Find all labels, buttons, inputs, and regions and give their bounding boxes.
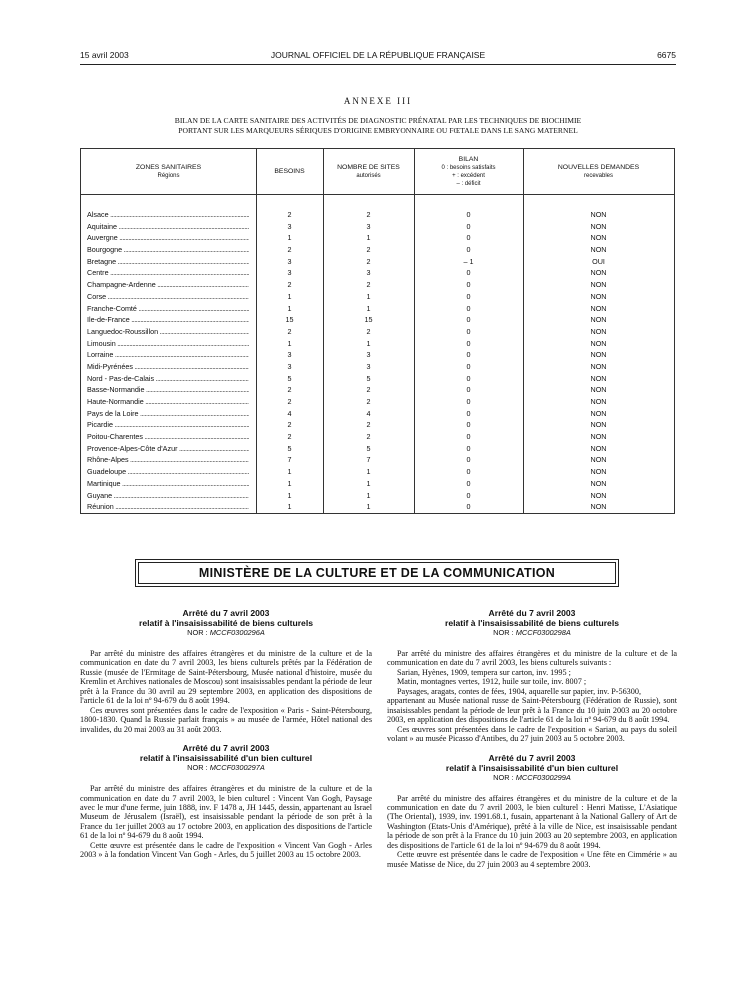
ministry-banner — [135, 559, 619, 587]
table-row — [81, 501, 674, 513]
article-4-paragraph-1: Par arrêté du ministre des affaires étrangères et du ministre de la culture et de la communication en date du 7 avril 2003, le bien culturel : Henri Matisse, L'Asiatique (The Oriental), 1939, inv. 1991.68.1, fusain, appartenant à la National Gallery of Art de Washington (Etats-Unis d'Amérique), prêté à la ville de Nice, est insaisissable pendant la période de son prêt à la France du 10 juin 2003 au 20 septembre 2003, en application des dispositions de l'article 61 de la loi nº 94-679 du 8 août 1994. — [387, 793, 677, 850]
cell-zone: Franche-Comté ..... — [87, 303, 249, 315]
article-2-paragraph-1: Par arrêté du ministre des affaires étrangères et du ministre de la culture et de la communication en date du 7 avril 2003, le bien culturel : Vincent Van Gogh, Paysage avec le mur d'une ferme, juin 1888, inv. F 1478 a, JH 1445, dessin, appartenant au Israel Museum de Jérusalem (Israël), est insaisissable pendant la période de son prêt à la France du 1er juillet 2003 au 17 octobre 2003, en application des dispositions de l'article 61 de la loi nº 94-679 du 8 août 1994. — [80, 784, 372, 841]
cell-bilan: 0 — [466, 303, 471, 313]
cell-besoins: 3 — [287, 268, 292, 278]
cell-besoins: 2 — [287, 420, 292, 430]
cell-bilan: 0 — [466, 350, 471, 360]
cell-besoins: 2 — [287, 432, 292, 442]
cell-zone: Centre ..... — [87, 267, 249, 279]
cell-demandes: NON — [590, 233, 607, 243]
article-3-item-3: Paysages, aragats, contes de fées, 1904, aquarelle sur papier, inv. P-56300, — [397, 686, 642, 696]
nor-label: NOR : — [187, 628, 210, 637]
header-besoins — [256, 149, 323, 194]
table-row — [81, 267, 674, 279]
article-1-title: relatif à l'insaisissabilité de biens culturels — [139, 618, 313, 628]
header-zones — [81, 149, 256, 194]
table-row — [81, 373, 674, 385]
cell-besoins: 1 — [287, 233, 292, 243]
article-1-paragraph-2: Ces œuvres sont présentées dans le cadre de l'exposition « Paris - Saint-Pétersbourg, 1800-1830. Quand la Russie parlait français » au musée de l'armée, Hôtel national des invalides, du 20 mai 2003 au 31 août 2003. — [80, 705, 372, 734]
table-body — [81, 209, 674, 513]
table-row — [81, 326, 674, 338]
cell-sites: 2 — [366, 210, 371, 219]
cell-demandes: NON — [590, 350, 607, 360]
cell-demandes: NON — [590, 210, 607, 219]
nor-label: NOR : — [493, 628, 516, 637]
annex-title — [80, 116, 676, 136]
cell-sites: 2 — [366, 245, 371, 255]
cell-bilan: 0 — [466, 280, 471, 290]
cell-bilan: 0 — [466, 361, 471, 371]
nor-code: MCCF0300297A — [209, 763, 265, 773]
table-row — [81, 431, 674, 443]
ministry-title: MINISTÈRE DE LA CULTURE ET DE LA COMMUNICATION — [138, 562, 616, 584]
cell-sites: 3 — [366, 350, 371, 360]
table-row — [81, 443, 674, 455]
header-zones-sub: Régions — [157, 172, 180, 179]
cell-sites: 1 — [366, 291, 371, 301]
annex-label: ANNEXE III — [343, 96, 413, 106]
page-header — [80, 50, 676, 64]
table-row — [81, 466, 674, 478]
bilan-table — [80, 148, 675, 514]
cell-zone: Nord - Pas-de-Calais ..... — [87, 373, 249, 385]
cell-sites: 1 — [366, 478, 371, 488]
cell-besoins: 2 — [287, 210, 292, 219]
article-3-item-2: Matin, montagnes vertes, 1912, huile sur toile, inv. 8007 ; — [397, 677, 587, 687]
header-rule — [80, 64, 676, 65]
cell-besoins: 1 — [287, 338, 292, 348]
cell-bilan: 0 — [466, 467, 471, 477]
cell-besoins: 4 — [287, 408, 292, 418]
table-row — [81, 232, 674, 244]
header-bilan-label: BILAN — [458, 155, 479, 163]
cell-sites: 2 — [366, 280, 371, 290]
article-2-nor — [80, 763, 372, 773]
table-row — [81, 244, 674, 256]
table-row — [81, 454, 674, 466]
cell-zone: Bourgogne ..... — [87, 244, 249, 256]
table-row — [81, 396, 674, 408]
cell-zone: Poitou-Charentes ..... — [87, 431, 249, 443]
cell-bilan: 0 — [466, 233, 471, 243]
article-4-date: Arrêté du 7 avril 2003 — [488, 752, 576, 763]
cell-bilan: 0 — [466, 397, 471, 406]
nor-code: MCCF0300296A — [209, 628, 265, 637]
cell-zone: Haute-Normandie ..... — [87, 396, 249, 408]
cell-bilan: 0 — [466, 490, 471, 500]
header-bilan-legend-2: + : excédent — [452, 172, 485, 179]
cell-demandes: NON — [590, 408, 607, 418]
cell-zone: Lorraine ..... — [87, 349, 249, 361]
cell-zone: Bretagne ..... — [87, 256, 249, 268]
table-row — [81, 490, 674, 502]
cell-besoins: 1 — [287, 291, 292, 301]
cell-sites: 4 — [366, 408, 371, 418]
cell-bilan: – 1 — [463, 256, 474, 266]
cell-sites: 1 — [366, 233, 371, 243]
cell-besoins: 2 — [287, 280, 292, 290]
header-demandes-sub: recevables — [583, 172, 613, 179]
cell-sites: 5 — [366, 443, 371, 453]
cell-demandes: NON — [590, 420, 607, 430]
cell-besoins: 1 — [287, 490, 292, 500]
header-sites — [323, 149, 414, 194]
cell-sites: 1 — [366, 502, 371, 512]
cell-demandes: NON — [590, 455, 607, 465]
cell-sites: 15 — [364, 315, 373, 325]
header-sites-sub: autorisés — [356, 172, 381, 179]
annex-title-line-1: BILAN DE LA CARTE SANITAIRE DES ACTIVITÉS DE DIAGNOSTIC PRÉNATAL PAR LES TECHNIQUES DE BIOCHIMIE — [174, 116, 582, 125]
cell-sites: 1 — [366, 338, 371, 348]
header-zones-label: ZONES SANITAIRES — [135, 163, 202, 171]
cell-demandes: NON — [590, 291, 607, 301]
cell-sites: 2 — [366, 385, 371, 395]
header-page-number: 6675 — [657, 50, 676, 60]
article-3-nor — [387, 628, 677, 638]
article-2-date: Arrêté du 7 avril 2003 — [182, 743, 270, 754]
cell-zone: Martinique ..... — [87, 478, 249, 490]
cell-bilan: 0 — [466, 338, 471, 348]
cell-bilan: 0 — [466, 221, 471, 231]
table-row — [81, 314, 674, 326]
article-4-title: relatif à l'insaisissabilité d'un bien culturel — [445, 762, 619, 773]
cell-demandes: NON — [590, 478, 607, 488]
cell-bilan: 0 — [466, 420, 471, 430]
article-2-paragraph-2: Cette œuvre est présentée dans le cadre de l'exposition « Vincent Van Gogh - Arles 2003 » à la fondation Vincent Van Gogh - Arles, du 5 juillet 2003 au 15 octobre 2003. — [80, 840, 372, 860]
cell-demandes: NON — [590, 280, 607, 290]
cell-zone: Rhône-Alpes ..... — [87, 454, 249, 466]
table-row — [81, 291, 674, 303]
cell-bilan: 0 — [466, 245, 471, 255]
cell-bilan: 0 — [466, 502, 471, 512]
cell-besoins: 3 — [287, 350, 292, 360]
nor-label: NOR : — [493, 772, 516, 782]
header-demandes — [523, 149, 674, 194]
cell-sites: 5 — [366, 373, 371, 383]
table-row — [81, 279, 674, 291]
header-sites-label: NOMBRE DE SITES — [337, 163, 400, 171]
article-4-paragraph-2: Cette œuvre est présentée dans le cadre de l'exposition « Une fête en Cimmérie » au musée Matisse de Nice, du 27 juin 2003 au 4 septembre 2003. — [387, 850, 677, 869]
cell-zone: Picardie ..... — [87, 419, 249, 431]
table-row — [81, 221, 674, 233]
header-journal-title: JOURNAL OFFICIEL DE LA RÉPUBLIQUE FRANÇAISE — [270, 50, 486, 60]
cell-demandes: NON — [590, 432, 607, 442]
cell-zone: Guyane ..... — [87, 490, 249, 502]
cell-demandes: NON — [590, 303, 607, 313]
cell-sites: 1 — [366, 303, 371, 313]
cell-besoins: 15 — [285, 315, 294, 325]
cell-sites: 2 — [366, 256, 371, 266]
article-3-paragraph-2: appartenant au Musée national russe de Saint-Pétersbourg (Fédération de Russie), sont insaisissables pendant la période de leur prêt à la France du 10 juin 2003 au 20 octobre 2003, en application des dispositions de l'article 61 de la loi nº 94-679 du 8 août 1994. — [387, 696, 677, 725]
nor-label: NOR : — [187, 763, 210, 773]
cell-zone: Limousin ..... — [87, 338, 249, 350]
article-3-date: Arrêté du 7 avril 2003 — [488, 608, 576, 618]
cell-zone: Champagne-Ardenne ..... — [87, 279, 249, 291]
cell-besoins: 1 — [287, 303, 292, 313]
header-bilan-legend-1: 0 : besoins satisfaits — [441, 164, 496, 171]
cell-besoins: 2 — [287, 385, 292, 395]
cell-demandes: NON — [590, 315, 607, 325]
cell-besoins: 3 — [287, 361, 292, 371]
cell-demandes: NON — [590, 502, 607, 512]
table-header-rule — [81, 194, 674, 195]
cell-besoins: 1 — [287, 467, 292, 477]
cell-besoins: 3 — [287, 221, 292, 231]
cell-sites: 3 — [366, 361, 371, 371]
cell-demandes: NON — [590, 397, 607, 406]
article-3-item-1: Sarian, Hyènes, 1909, tempera sur carton, inv. 1995 ; — [397, 667, 571, 677]
cell-demandes: NON — [590, 385, 607, 395]
cell-besoins: 2 — [287, 245, 292, 255]
cell-zone: Guadeloupe ..... — [87, 466, 249, 478]
table-row — [81, 256, 674, 268]
cell-bilan: 0 — [466, 268, 471, 278]
table-row — [81, 478, 674, 490]
cell-bilan: 0 — [466, 373, 471, 383]
cell-besoins: 2 — [287, 326, 292, 336]
cell-besoins: 5 — [287, 373, 292, 383]
cell-zone: Réunion ..... — [87, 501, 249, 513]
article-1-nor — [80, 628, 372, 638]
table-row — [81, 209, 674, 221]
cell-demandes: NON — [590, 326, 607, 336]
cell-sites: 3 — [366, 221, 371, 231]
cell-bilan: 0 — [466, 478, 471, 488]
cell-sites: 1 — [366, 490, 371, 500]
table-row — [81, 408, 674, 420]
article-1-date: Arrêté du 7 avril 2003 — [182, 608, 270, 618]
header-bilan — [414, 149, 523, 194]
article-3-paragraph-3: Ces œuvres sont présentées dans le cadre de l'exposition « Sarian, au pays du soleil volant » au musée Picasso d'Antibes, du 27 juin 2003 au 5 octobre 2003. — [387, 724, 677, 744]
cell-sites: 2 — [366, 326, 371, 336]
table-row — [81, 303, 674, 315]
article-3-title: relatif à l'insaisissabilité de biens culturels — [445, 618, 619, 628]
cell-besoins: 1 — [287, 478, 292, 488]
cell-besoins: 7 — [287, 455, 292, 465]
cell-bilan: 0 — [466, 291, 471, 301]
nor-code: MCCF0300299A — [515, 772, 571, 782]
cell-demandes: OUI — [592, 256, 605, 266]
article-2-title: relatif à l'insaisissabilité d'un bien culturel — [139, 753, 313, 764]
cell-besoins: 2 — [287, 397, 292, 406]
article-1-paragraph-1: Par arrêté du ministre des affaires étrangères et du ministre de la culture et de la communication en date du 7 avril 2003, les biens culturels prêtés par la Fédération de Russie (musée de l'Ermitage de Saint-Pétersbourg, Musée national d'histoire, musée du Kremlin et Archives nationales de Moscou) sont insaisissables pendant la période de leur prêt à la France du 30 avril au 29 septembre 2003, en application des dispositions de l'article 61 de la loi nº 94-679 du 8 août 1994. — [80, 649, 372, 706]
cell-demandes: NON — [590, 467, 607, 477]
cell-zone: Aquitaine ..... — [87, 221, 249, 233]
cell-bilan: 0 — [466, 385, 471, 395]
cell-bilan: 0 — [466, 315, 471, 325]
table-row — [81, 384, 674, 396]
cell-demandes: NON — [590, 361, 607, 371]
cell-bilan: 0 — [466, 408, 471, 418]
cell-sites: 2 — [366, 420, 371, 430]
header-besoins-label: BESOINS — [274, 167, 305, 175]
cell-zone: Languedoc-Roussillon ..... — [87, 326, 249, 338]
cell-sites: 7 — [366, 455, 371, 465]
cell-demandes: NON — [590, 373, 607, 383]
cell-bilan: 0 — [466, 432, 471, 442]
cell-demandes: NON — [590, 443, 607, 453]
article-3-paragraph-1: Par arrêté du ministre des affaires étrangères et du ministre de la culture et de la communication en date du 7 avril 2003, les biens culturels suivants : — [387, 649, 677, 668]
left-column — [80, 608, 372, 860]
cell-zone: Midi-Pyrénées ..... — [87, 361, 249, 373]
cell-sites: 2 — [366, 432, 371, 442]
cell-bilan: 0 — [466, 210, 471, 219]
cell-zone: Alsace ..... — [87, 209, 249, 221]
cell-demandes: NON — [590, 221, 607, 231]
cell-bilan: 0 — [466, 443, 471, 453]
cell-demandes: NON — [590, 338, 607, 348]
cell-zone: Basse-Normandie ..... — [87, 384, 249, 396]
cell-zone: Provence-Alpes-Côte d'Azur ..... — [87, 443, 249, 455]
header-demandes-label: NOUVELLES DEMANDES — [557, 163, 640, 171]
table-row — [81, 349, 674, 361]
cell-besoins: 5 — [287, 443, 292, 453]
cell-zone: Pays de la Loire ..... — [87, 408, 249, 420]
cell-zone: Corse ..... — [87, 291, 249, 303]
cell-besoins: 3 — [287, 256, 292, 266]
cell-bilan: 0 — [466, 455, 471, 465]
header-date: 15 avril 2003 — [80, 50, 129, 60]
table-row — [81, 338, 674, 350]
table-row — [81, 361, 674, 373]
cell-besoins: 1 — [287, 502, 292, 512]
right-column — [387, 608, 677, 869]
cell-demandes: NON — [590, 490, 607, 500]
cell-sites: 1 — [366, 467, 371, 477]
header-bilan-legend-3: – : déficit — [456, 180, 481, 187]
cell-zone: Ile-de-France ..... — [87, 314, 249, 326]
cell-demandes: NON — [590, 268, 607, 278]
cell-demandes: NON — [590, 245, 607, 255]
cell-bilan: 0 — [466, 326, 471, 336]
cell-zone: Auvergne ..... — [87, 232, 249, 244]
cell-sites: 2 — [366, 397, 371, 406]
nor-code: MCCF0300298A — [515, 628, 571, 637]
article-4-nor — [387, 773, 677, 783]
table-row — [81, 419, 674, 431]
cell-sites: 3 — [366, 268, 371, 278]
annex-title-line-2: PORTANT SUR LES MARQUEURS SÉRIQUES D'ORIGINE EMBRYONNAIRE OU FŒTALE DANS LE SANG MATERNEL — [178, 126, 578, 135]
